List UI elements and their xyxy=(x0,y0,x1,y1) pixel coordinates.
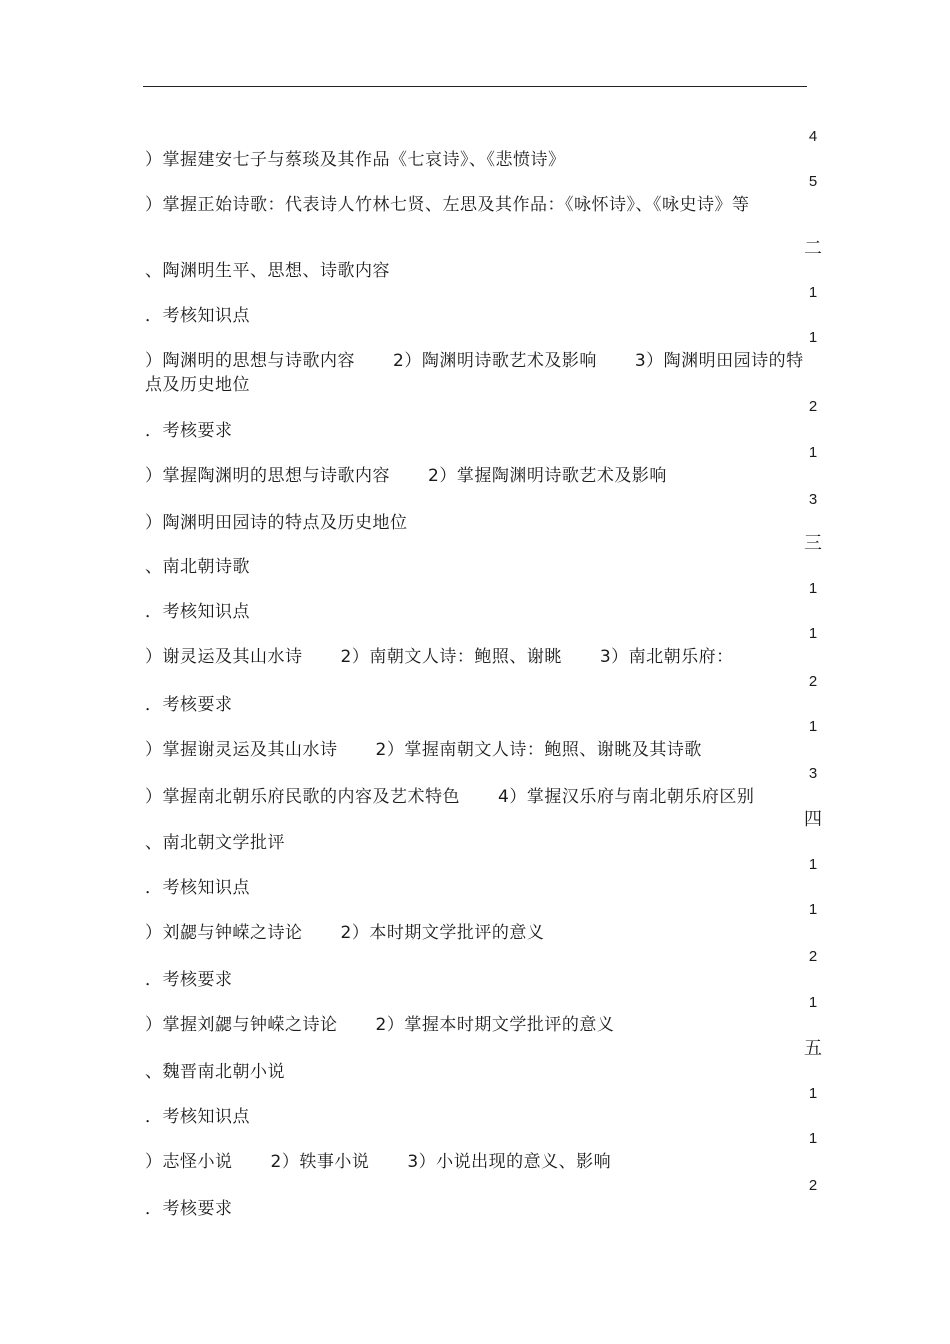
section-heading: 、南北朝文学批评 xyxy=(145,833,285,853)
margin-number: 1 xyxy=(808,1130,818,1147)
text-line xyxy=(145,349,807,397)
margin-number: 1 xyxy=(808,284,818,301)
text-segment: ）掌握陶渊明的思想与诗歌内容 xyxy=(145,466,390,486)
margin-number: 1 xyxy=(808,329,818,346)
header-rule xyxy=(143,86,807,87)
text-segment: ）谢灵运及其山水诗 xyxy=(145,647,303,667)
margin-number: 1 xyxy=(808,901,818,918)
text-segment: 2）掌握南朝文人诗：鲍照、谢眺及其诗歌 xyxy=(375,740,702,760)
margin-number: 1 xyxy=(808,580,818,597)
margin-number: 1 xyxy=(808,856,818,873)
subsection-heading: ．考核知识点 xyxy=(145,602,250,622)
subsection-heading: ．考核知识点 xyxy=(145,878,250,898)
margin-number: 1 xyxy=(808,444,818,461)
section-heading: 、南北朝诗歌 xyxy=(145,557,250,577)
text-segment: 3）南北朝乐府： xyxy=(599,647,734,667)
text-segment: 2）掌握陶渊明诗歌艺术及影响 xyxy=(428,466,667,486)
text-line xyxy=(145,921,810,945)
text-line xyxy=(145,1150,810,1174)
margin-number: 3 xyxy=(808,491,818,508)
subsection-heading: ．考核知识点 xyxy=(145,306,250,326)
section-heading: 、魏晋南北朝小说 xyxy=(145,1062,285,1082)
text-segment: ）刘勰与钟嵘之诗论 xyxy=(145,923,303,943)
section-heading: 、陶渊明生平、思想、诗歌内容 xyxy=(145,261,390,281)
text-segment: ）掌握南北朝乐府民歌的内容及艺术特色 xyxy=(145,787,460,807)
text-line xyxy=(145,1013,810,1037)
text-line: ）掌握建安七子与蔡琰及其作品《七哀诗》、《悲愤诗》 xyxy=(145,150,566,170)
text-segment: 4）掌握汉乐府与南北朝乐府区别 xyxy=(498,787,755,807)
text-segment: 3）陶渊明田园诗的特点及历史地位 xyxy=(145,351,804,395)
margin-number: 1 xyxy=(808,1085,818,1102)
text-segment: 2）掌握本时期文学批评的意义 xyxy=(375,1015,615,1035)
margin-number: 二 xyxy=(804,238,822,259)
text-line xyxy=(145,785,810,809)
margin-number: 1 xyxy=(808,718,818,735)
subsection-heading: ．考核要求 xyxy=(145,1199,233,1219)
margin-number: 1 xyxy=(808,625,818,642)
margin-number: 三 xyxy=(804,533,822,554)
text-segment: 2）本时期文学批评的意义 xyxy=(340,923,545,943)
text-segment: 2）南朝文人诗：鲍照、谢眺 xyxy=(340,647,562,667)
text-line: ）掌握正始诗歌：代表诗人竹林七贤、左思及其作品：《咏怀诗》、《咏史诗》等 xyxy=(145,195,750,215)
subsection-heading: ．考核要求 xyxy=(145,421,233,441)
margin-number: 2 xyxy=(808,948,818,965)
subsection-heading: ．考核要求 xyxy=(145,970,233,990)
text-segment: 3）小说出现的意义、影响 xyxy=(407,1152,612,1172)
text-segment: 2）陶渊明诗歌艺术及影响 xyxy=(393,351,597,371)
subsection-heading: ．考核要求 xyxy=(145,695,233,715)
text-line xyxy=(145,738,810,762)
margin-number: 2 xyxy=(808,398,818,415)
margin-number: 四 xyxy=(804,809,822,830)
margin-number: 2 xyxy=(808,1177,818,1194)
text-line xyxy=(145,464,810,488)
text-segment: ）掌握谢灵运及其山水诗 xyxy=(145,740,338,760)
text-segment: 2）轶事小说 xyxy=(270,1152,370,1172)
text-segment: ）掌握刘勰与钟嵘之诗论 xyxy=(145,1015,338,1035)
margin-number: 4 xyxy=(808,128,818,145)
margin-number: 五 xyxy=(804,1038,822,1059)
text-line xyxy=(145,645,810,669)
margin-number: 3 xyxy=(808,765,818,782)
subsection-heading: ．考核知识点 xyxy=(145,1107,250,1127)
text-segment: ）陶渊明的思想与诗歌内容 xyxy=(145,351,355,371)
text-segment: ）志怪小说 xyxy=(145,1152,233,1172)
margin-number: 2 xyxy=(808,673,818,690)
text-line: ）陶渊明田园诗的特点及历史地位 xyxy=(145,513,408,533)
margin-number: 1 xyxy=(808,994,818,1011)
margin-number: 5 xyxy=(808,173,818,190)
